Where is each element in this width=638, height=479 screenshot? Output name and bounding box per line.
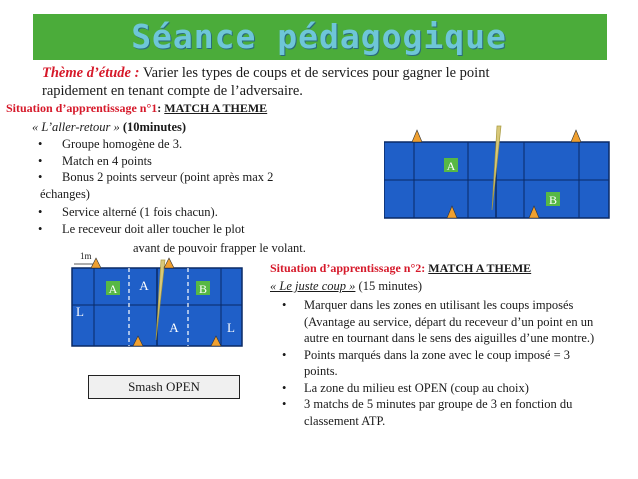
situation2-subtitle <box>270 279 422 294</box>
situation1-separator: : <box>157 101 162 115</box>
court2-zone-l2: L <box>227 320 235 335</box>
list-item: • La zone du milieu est OPEN (coup au choix) <box>270 380 605 397</box>
list-item: • 3 matchs de 5 minutes par groupe de 3 en fonction du classement ATP. <box>270 396 605 429</box>
situation1-subtitle-name: « L’aller-retour » <box>32 120 120 134</box>
cone-icon <box>571 130 581 142</box>
theme-paragraph <box>42 64 612 100</box>
cone-icon <box>164 258 174 268</box>
theme-label: Thème d’étude : <box>42 65 140 81</box>
list-item: • Match en 4 points <box>32 153 352 170</box>
list-item: • Le receveur doit aller toucher le plot <box>32 221 352 238</box>
situation1-bullets <box>32 136 352 186</box>
situation2-subtitle-duration: (15 minutes) <box>358 279 423 293</box>
smash-open-box: Smash OPEN <box>88 375 240 399</box>
theme-text-1: Varier les types de coups et de services pour gagner le point <box>139 65 490 81</box>
situation1-bullet3-cont: échanges) <box>40 187 90 201</box>
situation2-bullets <box>270 297 605 429</box>
situation2-label: Situation d’apprentissage n°2: <box>270 261 426 275</box>
situation1-subtitle <box>32 120 186 135</box>
court2-zone-a3: A <box>169 320 179 335</box>
court2-zone-l: L <box>76 304 84 319</box>
list-item: • Points marqués dans la zone avec le coup imposé = 3 points. <box>270 347 605 380</box>
situation2-subtitle-name: « Le juste coup » <box>270 279 356 293</box>
list-item: • Bonus 2 points serveur (point après max 2 <box>32 169 352 186</box>
court2-zone-b: B <box>198 282 208 296</box>
court1-player-b-label: B <box>548 193 558 207</box>
situation1-subtitle-duration: (10minutes) <box>122 120 187 134</box>
theme-text-2: rapidement en tenant compte de l’adversaire. <box>42 83 303 99</box>
situation2-match: MATCH A THEME <box>428 261 532 275</box>
court2-diagram <box>66 250 250 350</box>
situation1-heading <box>6 101 267 116</box>
list-item: • Groupe homogène de 3. <box>32 136 352 153</box>
list-item: • Service alterné (1 fois chacun). <box>32 204 352 221</box>
list-item: • Marquer dans les zones en utilisant les coups imposés (Avantage au service, départ du receveur d’un point en un autre en tournant dans le sens des aiguilles d’une montre.) <box>270 297 605 347</box>
situation1-last-line: avant de pouvoir frapper le volant. <box>133 241 306 255</box>
situation1-bullets-b <box>32 204 352 237</box>
situation2-heading <box>270 261 531 276</box>
cone-icon <box>91 258 101 268</box>
situation1-match: MATCH A THEME <box>164 101 268 115</box>
court1-diagram <box>384 118 610 220</box>
court1-player-a-label: A <box>446 159 456 173</box>
court2-zone-a2: A <box>139 278 149 293</box>
court2-dim-label: 1m <box>80 251 92 261</box>
slide-title: Séance pédagogique <box>131 17 507 56</box>
cone-icon <box>412 130 422 142</box>
court2-zone-a: A <box>108 282 118 296</box>
situation1-label: Situation d’apprentissage n°1 <box>6 101 158 115</box>
